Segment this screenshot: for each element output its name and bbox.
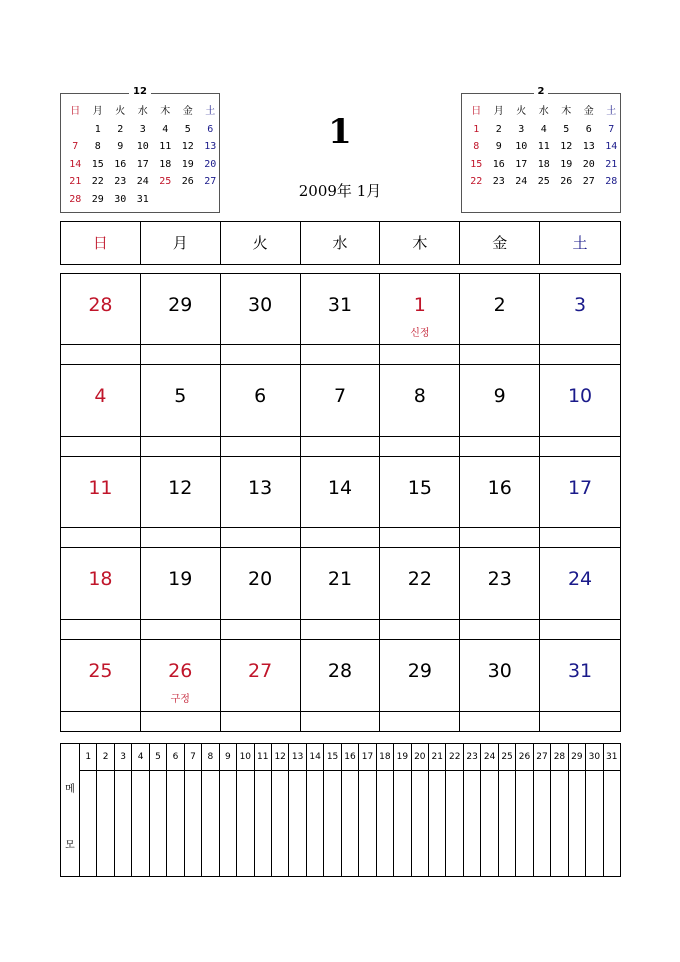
day-note-strip [460, 711, 539, 731]
memo-day-number: 24 [480, 744, 497, 770]
calendar-day-cell [380, 548, 460, 639]
day-number: 29 [407, 659, 432, 682]
day-note-strip [460, 619, 539, 639]
calendar-day-cell [221, 365, 301, 456]
day-note-strip [460, 344, 539, 364]
memo-column [428, 771, 445, 876]
mini-day: 22 [470, 176, 483, 187]
day-note-strip [380, 344, 459, 364]
mini-day: 6 [585, 123, 592, 135]
weekday-header-row [60, 221, 621, 265]
mini-day: 21 [605, 158, 618, 170]
day-note-strip [221, 527, 300, 547]
day-number: 15 [407, 476, 432, 499]
day-note-strip [380, 527, 459, 547]
mini-day: 4 [540, 123, 547, 135]
mini-weekday: 金 [583, 106, 594, 117]
day-note-strip [221, 619, 300, 639]
weekday-header: 木 [380, 222, 460, 264]
memo-column [306, 771, 323, 876]
memo-day-number: 1 [79, 744, 96, 770]
calendar-day-cell [61, 548, 141, 639]
memo-column [376, 771, 393, 876]
day-note-strip [301, 436, 380, 456]
day-number: 8 [413, 385, 426, 408]
calendar-day-cell [540, 274, 620, 365]
memo-day-number: 19 [393, 744, 410, 770]
mini-day: 16 [492, 158, 505, 170]
day-number: 14 [327, 476, 353, 499]
memo-day-number: 10 [236, 744, 253, 770]
memo-column [254, 771, 271, 876]
memo-label-top: 메 [65, 784, 75, 795]
memo-day-number: 25 [498, 744, 515, 770]
day-number: 7 [333, 385, 347, 408]
calendar-day-cell [540, 457, 620, 548]
mini-weekday: 日 [471, 106, 482, 117]
mini-day: 9 [117, 141, 124, 152]
weekday-header: 金 [460, 222, 540, 264]
calendar-day-cell [221, 274, 301, 365]
day-note-strip [540, 711, 620, 731]
mini-weekday: 土 [606, 106, 617, 117]
day-number: 4 [94, 385, 107, 408]
memo-column [201, 771, 218, 876]
day-number: 28 [327, 659, 353, 682]
memo-day-number: 5 [149, 744, 166, 770]
mini-day: 3 [139, 123, 146, 135]
day-note-strip [61, 344, 140, 364]
mini-day: 7 [608, 123, 615, 135]
mini-day: 4 [162, 123, 169, 135]
mini-weekday: 月 [92, 106, 103, 117]
day-number: 22 [407, 568, 432, 591]
day-note-strip [301, 344, 380, 364]
mini-day: 28 [69, 193, 82, 205]
memo-column [184, 771, 201, 876]
calendar-day-cell [460, 640, 540, 731]
calendar-grid [60, 273, 621, 732]
day-number: 30 [248, 294, 273, 316]
mini-day: 2 [117, 123, 124, 135]
day-note-strip [301, 711, 380, 731]
day-note-strip [141, 527, 220, 547]
memo-column [568, 771, 585, 876]
day-number: 18 [88, 568, 113, 591]
day-note-strip [141, 711, 220, 731]
mini-day: 25 [159, 176, 172, 187]
calendar-day-cell [380, 274, 460, 365]
mini-day: 12 [560, 141, 573, 152]
mini-day: 14 [69, 158, 82, 170]
mini-day: 17 [515, 158, 528, 170]
memo-day-number: 12 [271, 744, 288, 770]
memo-day-number: 31 [603, 744, 620, 770]
weekday-header: 日 [61, 222, 141, 264]
mini-day: 27 [204, 176, 217, 187]
day-note-strip [221, 344, 300, 364]
calendar-day-cell [460, 274, 540, 365]
mini-day: 8 [94, 141, 101, 152]
day-number: 11 [88, 476, 113, 499]
mini-day: 13 [582, 141, 595, 152]
calendar-day-cell [540, 365, 620, 456]
memo-column [393, 771, 410, 876]
mini-day: 23 [114, 176, 127, 187]
day-note-strip [540, 619, 620, 639]
mini-calendar-prev-grid [64, 103, 222, 208]
mini-day: 3 [518, 123, 525, 135]
day-number: 21 [327, 568, 353, 591]
weekday-header: 土 [572, 234, 588, 252]
mini-weekday: 水 [137, 106, 148, 117]
memo-day-number: 21 [428, 744, 445, 770]
calendar-day-cell [141, 365, 221, 456]
mini-day: 13 [204, 141, 217, 152]
mini-calendar-next-title: 2 [534, 86, 549, 97]
day-number: 28 [88, 294, 113, 316]
calendar-day-cell [540, 548, 620, 639]
memo-column [550, 771, 567, 876]
mini-day: 8 [473, 141, 480, 152]
day-note-strip [141, 619, 220, 639]
day-number: 1 [413, 294, 426, 316]
mini-day: 15 [470, 158, 483, 170]
day-note-strip [61, 527, 140, 547]
memo-column [515, 771, 532, 876]
mini-day: 19 [560, 158, 573, 170]
calendar-day-cell [61, 640, 141, 731]
memo-column [463, 771, 480, 876]
day-number: 26 [168, 659, 193, 682]
mini-day: 6 [207, 123, 214, 135]
calendar-day-cell [301, 457, 381, 548]
day-number: 20 [248, 568, 273, 591]
day-number: 31 [327, 294, 353, 316]
memo-day-number: 15 [323, 744, 340, 770]
day-note-strip [380, 619, 459, 639]
mini-day: 5 [184, 123, 191, 135]
calendar-day-cell [61, 457, 141, 548]
day-number: 31 [567, 659, 593, 682]
day-number: 30 [487, 659, 512, 682]
memo-column [358, 771, 375, 876]
memo-day-header [79, 744, 620, 771]
calendar-day-cell [460, 365, 540, 456]
calendar-day-cell [301, 640, 381, 731]
day-note-strip [141, 436, 220, 456]
day-number: 17 [567, 476, 593, 499]
mini-day: 15 [91, 158, 104, 170]
memo-column [323, 771, 340, 876]
memo-column [149, 771, 166, 876]
day-note-strip [460, 527, 539, 547]
memo-day-number: 30 [585, 744, 602, 770]
mini-day: 20 [204, 158, 217, 170]
day-number: 24 [567, 568, 593, 591]
year-month-label: 2009年 1月 [298, 182, 382, 200]
memo-day-number: 7 [184, 744, 201, 770]
memo-column [288, 771, 305, 876]
mini-day: 18 [537, 158, 550, 170]
calendar-day-cell [380, 640, 460, 731]
calendar-day-cell [301, 548, 381, 639]
memo-day-number: 9 [219, 744, 236, 770]
mini-weekday: 火 [516, 106, 527, 117]
mini-day: 26 [560, 176, 573, 187]
memo-column [79, 771, 96, 876]
day-note-strip [61, 436, 140, 456]
day-number: 12 [168, 476, 193, 499]
memo-day-number: 22 [445, 744, 462, 770]
memo-column [236, 771, 253, 876]
mini-weekday: 日 [70, 106, 81, 117]
memo-day-number: 4 [131, 744, 148, 770]
memo-day-number: 6 [166, 744, 183, 770]
calendar-day-cell [221, 548, 301, 639]
day-number: 16 [487, 476, 512, 499]
mini-day: 7 [72, 141, 79, 152]
memo-column [341, 771, 358, 876]
mini-day: 1 [94, 123, 101, 135]
day-number: 23 [487, 568, 512, 591]
memo-column [96, 771, 113, 876]
mini-day: 5 [563, 123, 570, 135]
day-number: 19 [168, 568, 193, 591]
mini-day: 9 [495, 141, 502, 152]
mini-day: 24 [136, 176, 149, 187]
mini-day: 10 [136, 141, 149, 152]
memo-day-number: 18 [376, 744, 393, 770]
mini-day: 23 [492, 176, 505, 187]
day-number: 3 [574, 294, 587, 316]
memo-column [498, 771, 515, 876]
calendar-day-cell [460, 457, 540, 548]
calendar-day-cell [141, 548, 221, 639]
mini-weekday: 木 [160, 106, 171, 117]
mini-weekday: 土 [205, 106, 216, 117]
memo-day-number: 14 [306, 744, 323, 770]
day-note-strip [540, 527, 620, 547]
mini-day: 27 [582, 176, 595, 187]
mini-day: 30 [114, 193, 127, 205]
calendar-day-cell [141, 274, 221, 365]
memo-column [114, 771, 131, 876]
mini-weekday: 木 [561, 106, 572, 117]
mini-day: 29 [91, 193, 104, 205]
calendar-day-cell [540, 640, 620, 731]
calendar-day-cell [301, 274, 381, 365]
mini-day: 28 [605, 176, 618, 187]
memo-day-number: 3 [114, 744, 131, 770]
mini-day: 26 [181, 176, 194, 187]
weekday-header: 水 [301, 222, 381, 264]
mini-weekday: 金 [182, 106, 193, 117]
mini-calendar-prev-title: 12 [129, 86, 151, 97]
mini-weekday: 火 [115, 106, 126, 117]
memo-column [131, 771, 148, 876]
mini-day: 14 [605, 141, 618, 152]
memo-column [411, 771, 428, 876]
memo-day-number: 20 [411, 744, 428, 770]
mini-day: 1 [473, 123, 480, 135]
memo-label-bottom: 모 [65, 840, 75, 851]
memo-day-number: 8 [201, 744, 218, 770]
memo-day-number: 28 [550, 744, 567, 770]
calendar-day-cell [61, 365, 141, 456]
weekday-header: 月 [141, 222, 221, 264]
calendar-day-cell [61, 274, 141, 365]
mini-calendar-next [461, 86, 621, 213]
day-note-strip [301, 527, 380, 547]
calendar-day-cell [301, 365, 381, 456]
day-note-strip [540, 436, 620, 456]
mini-day: 11 [159, 141, 172, 152]
day-number: 2 [493, 294, 506, 316]
day-note-strip [141, 344, 220, 364]
memo-day-number: 17 [358, 744, 375, 770]
mini-day: 18 [159, 158, 172, 170]
calendar-day-cell [141, 457, 221, 548]
mini-day: 24 [515, 176, 528, 187]
day-number: 25 [88, 659, 113, 682]
day-number: 9 [493, 385, 506, 408]
memo-day-number: 26 [515, 744, 532, 770]
day-note-strip [301, 619, 380, 639]
memo-column [271, 771, 288, 876]
memo-day-number: 29 [568, 744, 585, 770]
day-number: 5 [174, 385, 187, 408]
mini-day [64, 121, 87, 139]
memo-table [60, 743, 621, 877]
month-number: 1 [328, 112, 352, 152]
day-number: 10 [567, 385, 593, 408]
weekday-header: 火 [221, 222, 301, 264]
memo-day-number: 13 [288, 744, 305, 770]
mini-day: 16 [114, 158, 127, 170]
mini-day: 22 [91, 176, 104, 187]
memo-day-number: 2 [96, 744, 113, 770]
calendar-day-cell [141, 640, 221, 731]
mini-day: 25 [537, 176, 550, 187]
mini-weekday: 月 [493, 106, 504, 117]
memo-column [480, 771, 497, 876]
memo-day-number: 23 [463, 744, 480, 770]
memo-column [585, 771, 602, 876]
day-note-strip [460, 436, 539, 456]
mini-day: 12 [181, 141, 194, 152]
calendar-day-cell [380, 365, 460, 456]
day-note-strip [380, 711, 459, 731]
calendar-day-cell [460, 548, 540, 639]
mini-day: 19 [181, 158, 194, 170]
mini-calendar-prev [60, 86, 220, 213]
holiday-note: 신정 [410, 328, 430, 339]
memo-column [533, 771, 550, 876]
mini-day: 11 [537, 141, 550, 152]
holiday-note: 구정 [170, 693, 190, 705]
day-number: 13 [248, 476, 273, 499]
mini-day: 31 [136, 193, 149, 205]
mini-calendar-next-grid [465, 103, 623, 191]
memo-column [219, 771, 236, 876]
day-number: 27 [248, 659, 273, 682]
mini-day: 10 [515, 141, 528, 152]
day-note-strip [221, 436, 300, 456]
calendar-day-cell [221, 640, 301, 731]
memo-day-number: 16 [341, 744, 358, 770]
calendar-day-cell [380, 457, 460, 548]
calendar-day-cell [221, 457, 301, 548]
day-number: 6 [254, 385, 267, 408]
memo-day-number: 27 [533, 744, 550, 770]
day-note-strip [221, 711, 300, 731]
mini-day: 2 [495, 123, 502, 135]
mini-day: 20 [582, 158, 595, 170]
day-note-strip [540, 344, 620, 364]
day-number: 29 [168, 294, 193, 316]
day-note-strip [380, 436, 459, 456]
memo-column [603, 771, 620, 876]
memo-body [79, 771, 620, 876]
mini-day: 21 [69, 176, 82, 187]
memo-column [445, 771, 462, 876]
mini-day: 17 [136, 158, 149, 170]
memo-day-number: 11 [254, 744, 271, 770]
mini-weekday: 水 [538, 106, 549, 117]
day-note-strip [61, 619, 140, 639]
day-note-strip [61, 711, 140, 731]
memo-column [166, 771, 183, 876]
